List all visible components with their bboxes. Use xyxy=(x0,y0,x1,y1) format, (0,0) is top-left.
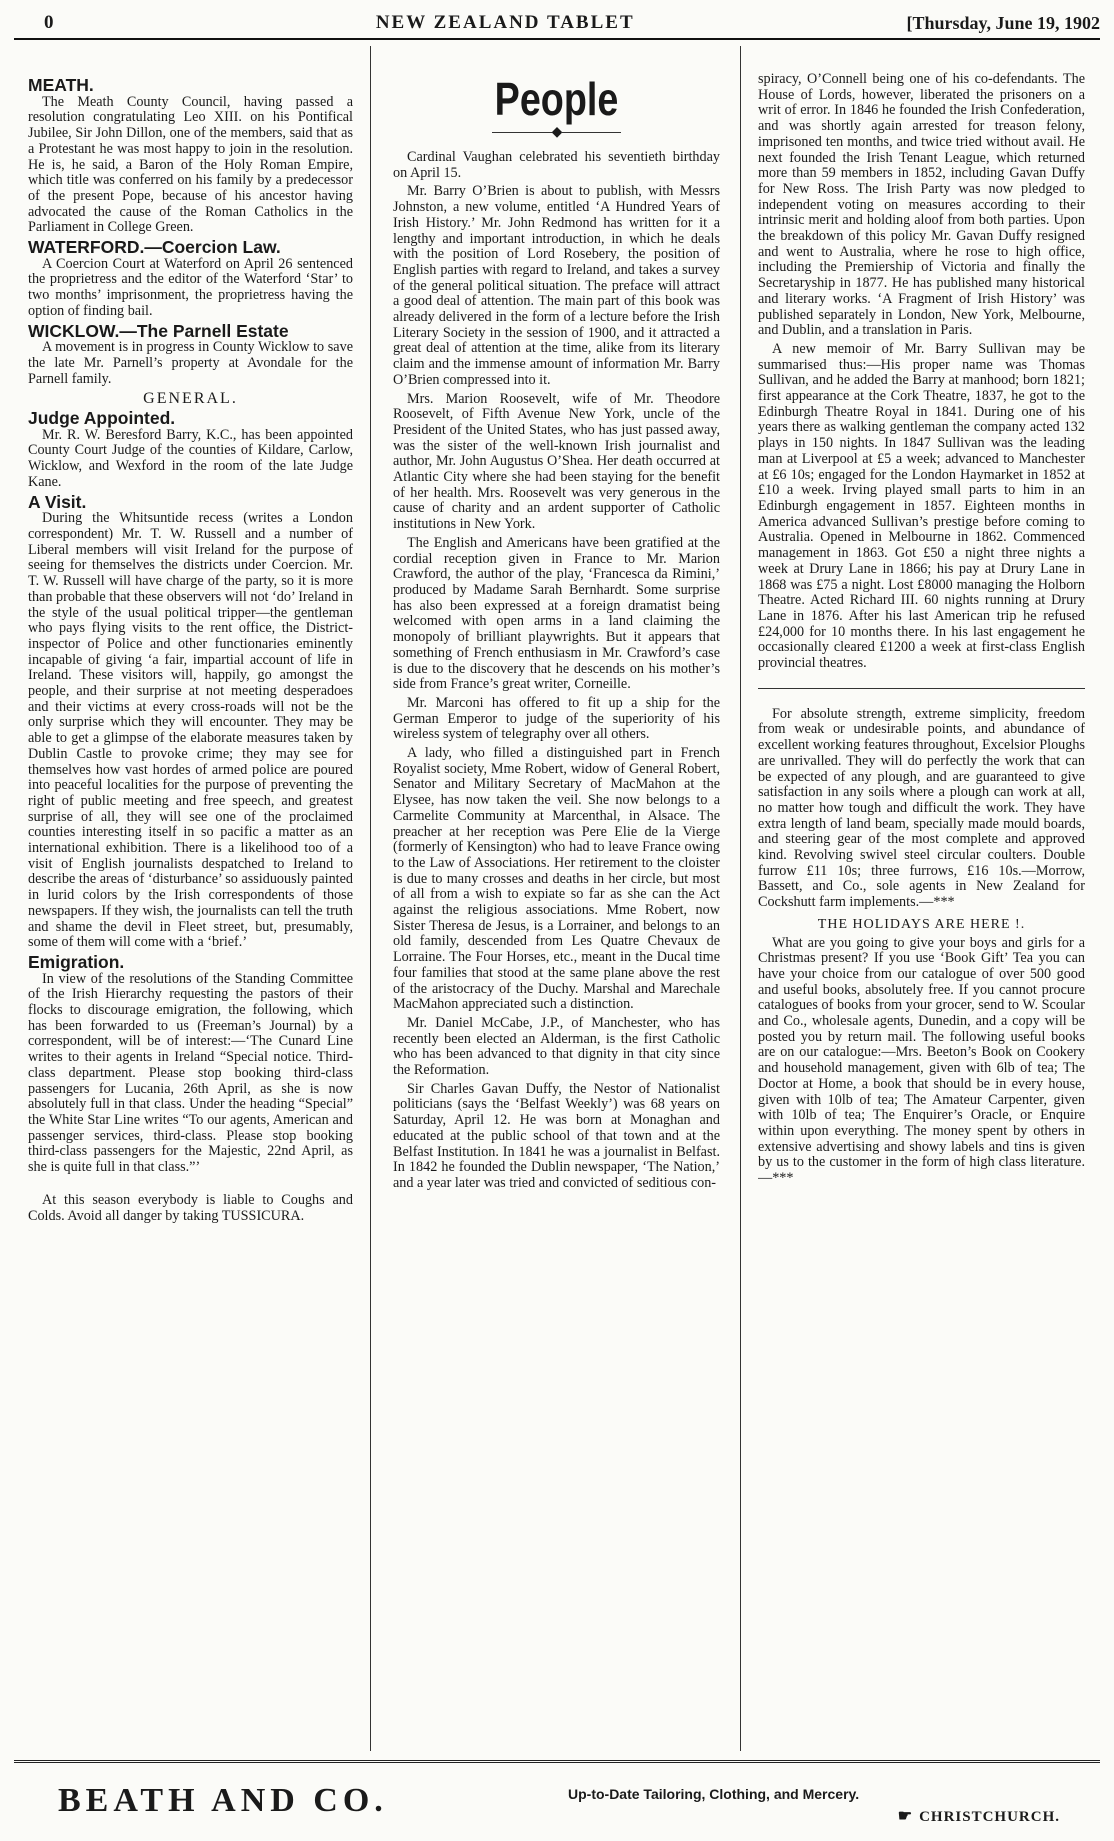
pointing-hand-icon: ☛ xyxy=(897,1808,914,1825)
people-item: The English and Americans have been gratified at the cordial reception given in France to Mr. Marion Crawford, the author of the play, ‘Francesca da Rimini,’ produced by Madame Sarah Bernhardt. Some surprise has also been expressed at a foreign dramatist being welcomed with open arms in a land claiming the monopoly of brilliant playwrights. But it appears that something of French enthusiasm in Mr. Crawford’s case is due to the discovery that he descends on his mother’s side from France’s great writer, Corneille. xyxy=(393,534,720,693)
page-header xyxy=(14,8,1100,40)
heading-waterford: WATERFORD.—Coercion Law. xyxy=(28,237,281,258)
article-a-visit: During the Whitsuntide recess (writes a London correspondent) Mr. T. W. Russell and a number of Liberal members will visit Ireland for the purpose of seeing for themselves the districts under Coercion. Mr. T. W. Russell will have charge of the party, so it is more than probable that these observers will not ‘do’ Ireland in the style of the usual political tripper—the gentleman who pays flying visits to the rent office, the District-inspector of Police and other functionaries eminently incapable of giving ‘a fair, impartial account of life in Ireland. These visitors will, happily, go amongst the people, and their surprise at not meeting desperadoes and their victims at every cross-roads will not be the only surprise which they will encounter. They may be able to get a glimpse of the elaborate measures taken by Dublin Castle to provoke crime; they may see for themselves how vast hordes of armed police are poured into peaceful localities for the purpose of preventing the right of public meeting and free speech, and greatest surprise of all, they will see one of the proclaimed counties interesting itself in so pacific a matter as an international exhibition. There is a likelihood too of a visit of English journalists despatched to Ireland to describe the areas of ‘disturbance’ so assiduously painted in lurid colors by the Irish correspondents of those newspapers. If they wish, the journalists can tell the truth and shame the devil in Fleet street, but, presumably, some of them will come with a ‘brief.’ xyxy=(28,510,353,951)
column-continued xyxy=(758,72,1085,1752)
heading-general: GENERAL. xyxy=(143,390,238,408)
city-name: CHRISTCHURCH. xyxy=(919,1809,1060,1825)
people-item: Mr. Daniel McCabe, J.P., of Manchester, who has recently been elected an Alderman, is the first Catholic who has been advanced to that dignity in that city since the Reformation. xyxy=(393,1014,720,1079)
newspaper-title: NEW ZEALAND TABLET xyxy=(375,12,635,33)
heading-wicklow: WICKLOW.—The Parnell Estate xyxy=(28,320,289,341)
people-item: Mrs. Marion Roosevelt, wife of Mr. Theodore Roosevelt, of Fifth Avenue New York, uncle of the President of the United States, who has just passed away, was the sister of the well-known Irish journalist and author, Mr. John Augustus O’Shea. Her death occurred at Atlantic City where she had been staying for the benefit of her health. Mrs. Roosevelt was very generous in the cause of charity and an ardent supporter of Catholic institutions in New York. xyxy=(393,390,720,533)
people-item: A new memoir of Mr. Barry Sullivan may be summarised thus:—His proper name was Thomas Sullivan, and he added the Barry at manhood; born 1821; first appearance at the Cork Theatre, 1837, he got to the Edinburgh Theatre Royal in 1841. During one of his years there as walking gentleman the company acted 132 plays in 150 nights. In 1847 Sullivan was the leading man at Liverpool at £5 a week; advanced to Manchester at £6 10s; engaged for the London Haymarket in 1852 at £10 a week. Irving played small parts to him in an Edinburgh engagement in 1857. Eighteen months in America advanced Sullivan’s prestige before coming to Australia. Opened in Melbourne in 1862. Commenced management in 1863. Got £50 a night three nights a week at Drury Lane in 1866; his pay at Drury Lane in 1868 was £75 a night. Lost £8000 managing the Holborn Theatre. Acted Richard III. 60 nights running at Drury Lane in 1876. After his last American trip he refused £24,000 for 10 months there. In his last engagement he occasionally cleared £1200 a week at first-class English provincial theatres. xyxy=(758,340,1085,672)
people-item: Mr. Marconi has offered to fit up a ship for the German Emperor to judge of the superiority of his wireless system of telegraphy over all others. xyxy=(393,694,720,743)
section-divider xyxy=(758,688,1085,689)
diamond-icon: ◆ xyxy=(551,125,562,140)
heading-judge-appointed: Judge Appointed. xyxy=(28,408,176,429)
footer-advert xyxy=(14,1776,1100,1826)
heading-a-visit: A Visit. xyxy=(28,491,87,512)
article-waterford: A Coercion Court at Waterford on April 26 sentenced the proprietress and the editor of the Waterford ‘Star’ to two months’ imprisonment, the proprietress having the option of finding bail. xyxy=(28,255,353,319)
advertiser-name: BEATH AND CO. xyxy=(58,1782,388,1819)
heading-emigration: Emigration. xyxy=(28,951,125,972)
people-item-continued: spiracy, O’Connell being one of his co-defendants. The House of Lords, however, liberated the prisoners on a writ of error. In 1846 he founded the Irish Confederation, and was shortly again arrested for treason felony, imprisoned ten months, and twice tried without avail. He next founded the Irish Tenant League, which returned more than 59 members in 1852, including Gavan Duffy for New Ross. The Irish Party was now pledged to independent voting on measures according to their intrinsic merit and holding aloof from both parties. Upon the breakdown of this policy Mr. Gavan Duffy resigned and went to Australia, where he rose to high office, including the Premiership of Victoria and finally the Secretaryship in 1877. He has published many historical and literary works. ‘A Fragment of Irish History’ was published separately in London, New York, Melbourne, and Dublin, and a translation in Paris. xyxy=(758,72,1085,339)
people-item: Cardinal Vaughan celebrated his seventieth birthday on April 15. xyxy=(393,149,720,181)
advertiser-tagline: Up-to-Date Tailoring, Clothing, and Mercery. xyxy=(568,1786,860,1802)
column-irish-news xyxy=(28,74,353,1754)
advert-book-gift-tea: What are you going to give your boys and girls for a Christmas present? If you use ‘Book Gift’ Tea you can have your choice from our catalogue of over 500 good and useful books, absolutely free. If you cannot procure catalogues of books from your grocer, send to W. Scoular and Co., wholesale agents, Dunedin, and a copy will be posted you by return mail. The following useful books are on our catalogue:—Mrs. Beeton’s Book on Cookery and household management, given with 6lb of tea; The Doctor at Home, a book that should be in every house, given with 10lb of tea; The Amateur Carpenter, given with 10lb of tea; The Enquirer’s Oracle, or Enquire within upon everything. The money spent by others in extensive advertising and showy labels and tins is given by us to the customer in the form of high class literature.—*** xyxy=(758,934,1085,1187)
people-item: Mr. Barry O’Brien is about to publish, with Messrs Johnston, a new volume, entitled ‘A Hundred Years of Irish History.’ Mr. John Redmond has written for it a lengthy and important introduction, in which he deals with the position of Lord Rosebery, the position of English parties with regard to Ireland, and takes a survey of the general political situation. The preface will attract a good deal of attention. The main part of this book was already delivered in the form of a lecture before the Irish Literary Society in the session of 1900, and it attracted a great deal of attention at the time, alike from its literary claim and the immense amount of information Mr. Barry O’Brien compressed into it. xyxy=(393,183,720,388)
heading-meath: MEATH. xyxy=(28,75,94,95)
footer-rule xyxy=(14,1760,1100,1763)
article-judge-appointed: Mr. R. W. Beresford Barry, K.C., has been appointed County Court Judge of the counties of Kildare, Carlow, Wicklow, and Wexford in the room of the late Judge Kane. xyxy=(28,426,353,490)
article-meath: The Meath County Council, having passed a resolution congratulating Leo XIII. on his Pontifical Jubilee, Sir John Dillon, one of the members, said that as a Protestant he was most happy to join in the resolution. He is, he said, a Baron of the Holy Roman Empire, which title was conferred on his family by a predecessor of the present Pope, because of his ancestor having advocated the cause of the Roman Catholics in the Parliament in College Green. xyxy=(28,93,353,236)
advert-tussicura: At this season everybody is liable to Coughs and Colds. Avoid all danger by taking TUSSICURA. xyxy=(28,1191,353,1224)
people-item: Sir Charles Gavan Duffy, the Nestor of Nationalist politicians (says the ‘Belfast Weekly’) was 68 years on Saturday, April 12. He was born at Monaghan and educated at the public school of that town and at the Belfast Institution. In 1841 he was a journalist in Belfast. In 1842 he founded the Dublin newspaper, ‘The Nation,’ and a year later was tried and convicted of seditious con- xyxy=(393,1080,720,1191)
article-emigration: In view of the resolutions of the Standing Committee of the Irish Hierarchy requesting the pastors of their flocks to discourage emigration, the following, which has been forwarded to us (Freeman’s Journal) by a correspondent, will be of interest:—‘The Cunard Line writes to their agents in Ireland “Special notice. Third-class department. Please stop booking third-class passengers for Lucania, 26th April, as she is now absolutely full in that class. Under the heading “Special” the White Star Line writes “To our agents, American and passenger services, third-class. Please stop booking third-class passengers for the Majestic, 22nd April, as she is quite full in that class.”’ xyxy=(28,970,353,1176)
heading-holidays: THE HOLIDAYS ARE HERE !. xyxy=(817,916,1026,932)
advertiser-city xyxy=(898,1806,1060,1826)
column-people xyxy=(393,64,720,1754)
people-item: A lady, who filled a distinguished part in French Royalist society, Mme Robert, widow of General Robert, Senator and Military Secretary of MacMahon at the Elysee, has now taken the veil. She now belongs to a Carmelite Community at Marcenthal, in Alsace. The preacher at her reception was Pere Elie de la Vierge (formerly of Kensington) who had to leave France owing to the Law of Associations. Her retirement to the cloister is due to many crosses and deaths in her circle, but most of all from a wish to expiate so far as she can the Act against the religious associations. Mme Robert, now Sister Theresa de Jesus, is a Lorrainer, and belongs to an old family, descended from Les Quatre Chevaux de Lorraine. The Four Horses, etc., meant in the Ducal time four families that stood at the same plane above the rest of the aristocracy of the Duchy. Marshal and Marechale MacMahon appreciated such a distinction. xyxy=(393,745,720,1013)
section-title-people: People xyxy=(494,73,619,125)
page-number: 0 xyxy=(44,12,54,33)
advert-excelsior-ploughs: For absolute strength, extreme simplicity, freedom from weak or undesirable points, and abundance of excellent working features throughout, Excelsior Ploughs are unrivalled. They will do perfectly the work that can be expected of any plough, and are guaranteed to give satisfaction in any soils where a plough can work at all, no matter how tough and difficult the work. They have extra length of land beam, specially made mould boards, and steering gear of the most complete and approved kind. Revolving swivel steel circular coulters. Double furrow £11 10s; three furrows, £16 10s.—Morrow, Bassett, and Co., sole agents in New Zealand for Cockshutt farm implements.—*** xyxy=(758,705,1085,911)
article-wicklow: A movement is in progress in County Wicklow to save the late Mr. Parnell’s property at Avondale for the Parnell family. xyxy=(28,339,353,387)
ornament-divider xyxy=(393,126,720,140)
issue-date: [Thursday, June 19, 1902 xyxy=(906,12,1100,33)
column-rule-right xyxy=(740,46,741,1751)
column-rule-left xyxy=(370,46,371,1751)
